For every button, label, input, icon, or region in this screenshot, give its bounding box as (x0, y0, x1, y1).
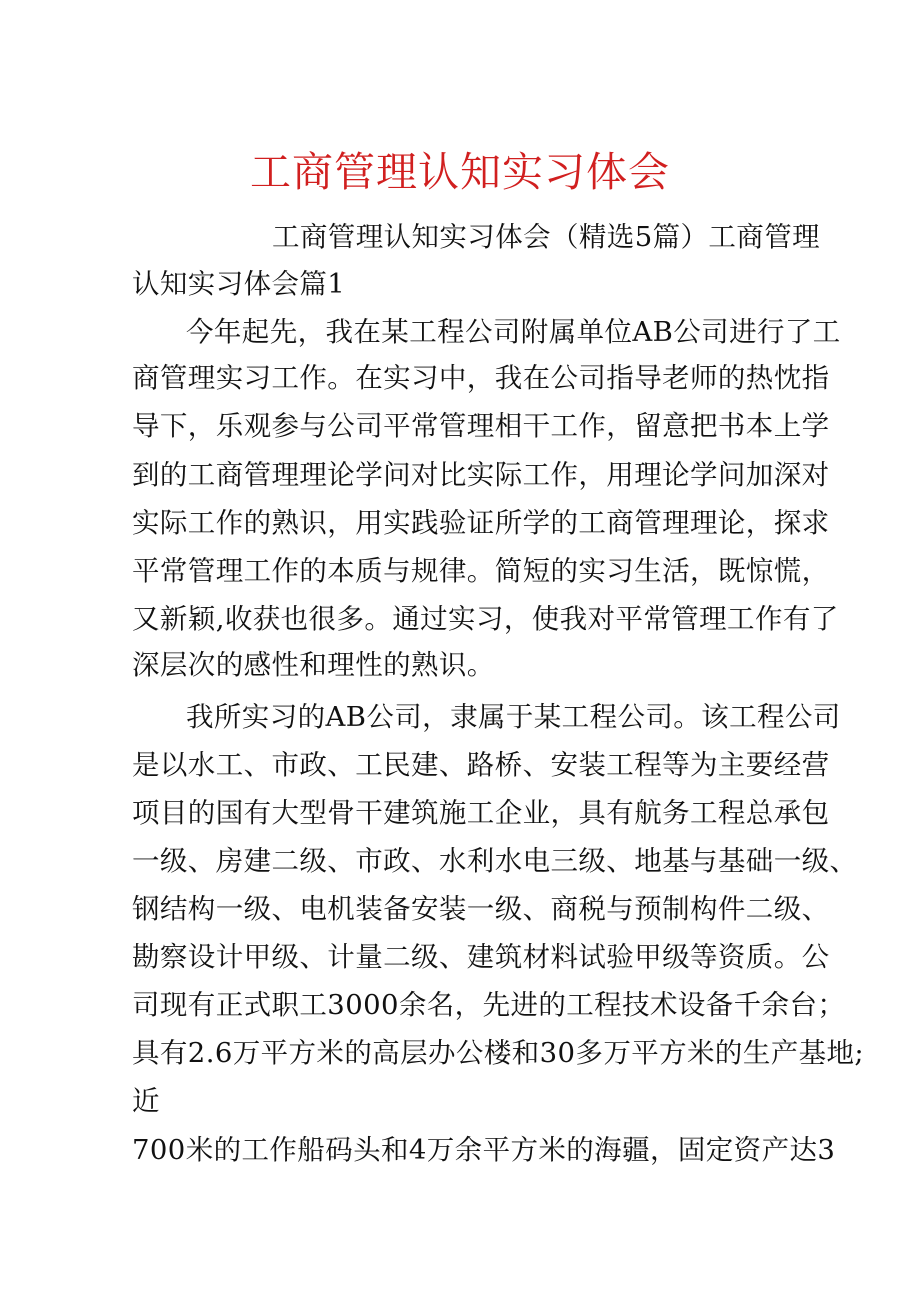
paragraph-2-line-3: 项目的国有大型骨干建筑施工企业，具有航务工程总承包 (132, 797, 830, 829)
paragraph-2-line-8: 具有2.6万平方米的高层办公楼和30多万平方米的生产基地; (132, 1037, 865, 1069)
paragraph-1-line-5: 实际工作的熟识，用实践验证所学的工商管理理论，探求 (132, 507, 830, 539)
paragraph-2-line-4: 一级、房建二级、市政、水利水电三级、地基与基础一级、 (132, 845, 858, 877)
paragraph-1-line-6: 平常管理工作的本质与规律。简短的实习生活，既惊慌， (132, 555, 830, 587)
paragraph-1-line-3: 导下，乐观参与公司平常管理相干工作，留意把书本上学 (132, 410, 830, 442)
paragraph-2-line-6: 勘察设计甲级、计量二级、建筑材料试验甲级等资质。公 (132, 941, 830, 973)
paragraph-1-line-7: 又新颖,收获也很多。通过实习，使我对平常管理工作有了 (132, 603, 839, 635)
subtitle-line-1: 工商管理认知实习体会（精选5篇）工商管理 (272, 221, 820, 253)
paragraph-1-line-2: 商管理实习工作。在实习中，我在公司指导老师的热忱指 (132, 362, 830, 394)
paragraph-2-line-2: 是以水工、市政、工民建、路桥、安装工程等为主要经营 (132, 749, 830, 781)
paragraph-1-line-4: 到的工商管理理论学问对比实际工作，用理论学问加深对 (132, 459, 830, 491)
subtitle-line-2: 认知实习体会篇1 (132, 268, 346, 300)
paragraph-2-line-9: 近 (132, 1085, 160, 1117)
paragraph-1-line-1: 今年起先，我在某工程公司附属单位AB公司进行了工 (186, 316, 841, 348)
paragraph-1-line-8: 深层次的感性和理性的熟识。 (132, 649, 495, 681)
paragraph-2-line-1: 我所实习的AB公司，隶属于某工程公司。该工程公司 (186, 701, 841, 733)
paragraph-2-line-7: 司现有正式职工3000余名，先进的工程技术设备千余台； (132, 989, 846, 1021)
document-title: 工商管理认知实习体会 (250, 148, 670, 196)
paragraph-2-line-5: 钢结构一级、电机装备安装一级、商税与预制构件二级、 (132, 893, 830, 925)
paragraph-2-line-10: 700米的工作船码头和4万余平方米的海疆，固定资产达3 (132, 1134, 836, 1166)
